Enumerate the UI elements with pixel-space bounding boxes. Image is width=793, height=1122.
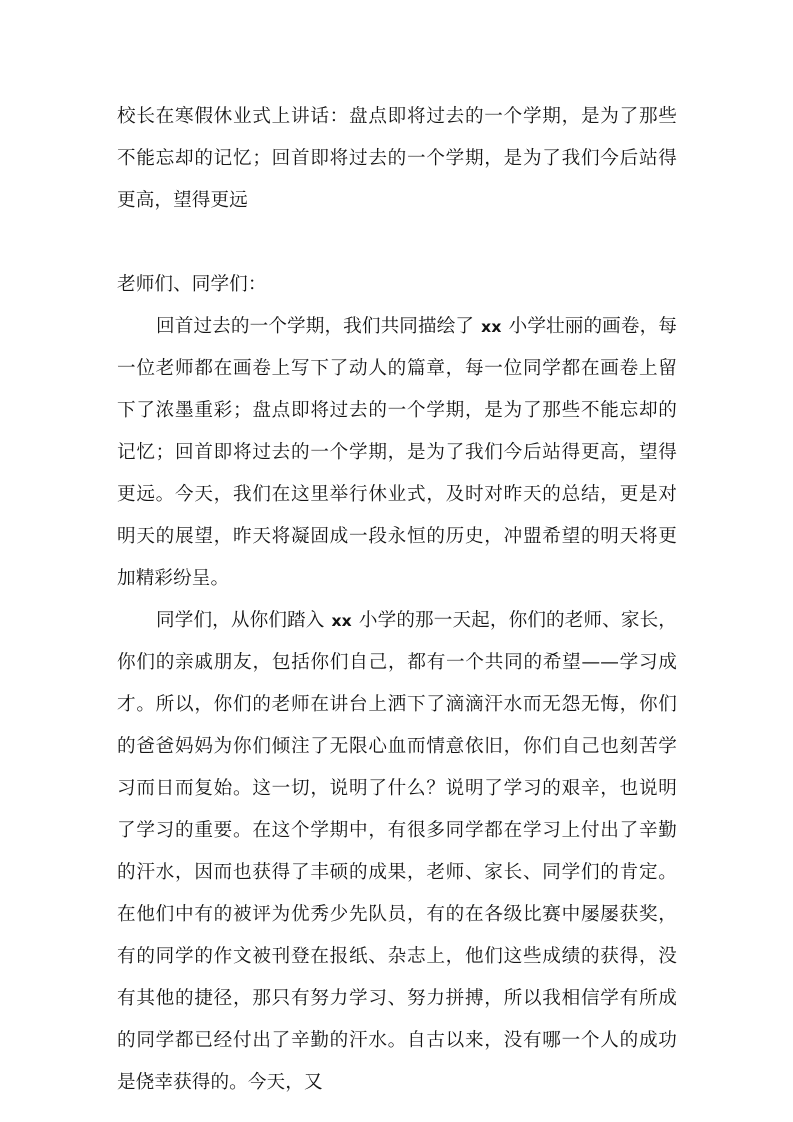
body-paragraph-2: 同学们，从你们踏入 xx 小学的那一天起，你们的老师、家长，你们的亲戚朋友，包括你们自己，都有一个共同的希望——学习成才。所以，你们的老师在讲台上洒下了滴滴汗水而无怨无悔，你们的爸爸妈妈为你们倾注了无限心血而情意依旧，你们自己也刻苦学习而日而复始。这一切，说明了什么？说明了学习的艰辛，也说明了学习的重要。在这个学期中，有很多同学都在学习上付出了辛勤的汗水，因而也获得了丰硕的成果，老师、家长、同学们的肯定。在他们中有的被评为优秀少先队员，有的在各级比赛中屡屡获奖，有的同学的作文被刊登在报纸、杂志上，他们这些成绩的获得，没有其他的捷径，那只有努力学习、努力拼搏，所以我相信学有所成的同学都已经付出了辛勤的汗水。自古以来，没有哪一个人的成功是侥幸获得的。今天，又: [117, 610, 677, 1093]
title-body-spacer: [117, 222, 677, 264]
body-paragraph-1: 回首过去的一个学期，我们共同描绘了 xx 小学壮丽的画卷，每一位老师都在画卷上写下了动人的篇章，每一位同学都在画卷上留下了浓墨重彩；盘点即将过去的一个学期，是为了那些不能忘却的记忆；回首即将过去的一个学期，是为了我们今后站得更高，望得更远。今天，我们在这里举行休业式，及时对昨天的总结，更是对明天的展望，昨天将凝固成一段永恒的历史，冲盟希望的明天将更加精彩纷呈。: [117, 316, 677, 589]
document-title: 校长在寒假休业式上讲话：盘点即将过去的一个学期，是为了那些不能忘却的记忆；回首即将过去的一个学期，是为了我们今后站得更高，望得更远: [117, 106, 677, 211]
placeholder-school-name: xx: [481, 318, 502, 336]
document-body: [117, 96, 677, 1104]
placeholder-school-name: xx: [331, 612, 352, 630]
salutation-line: 老师们、同学们：: [117, 274, 267, 295]
